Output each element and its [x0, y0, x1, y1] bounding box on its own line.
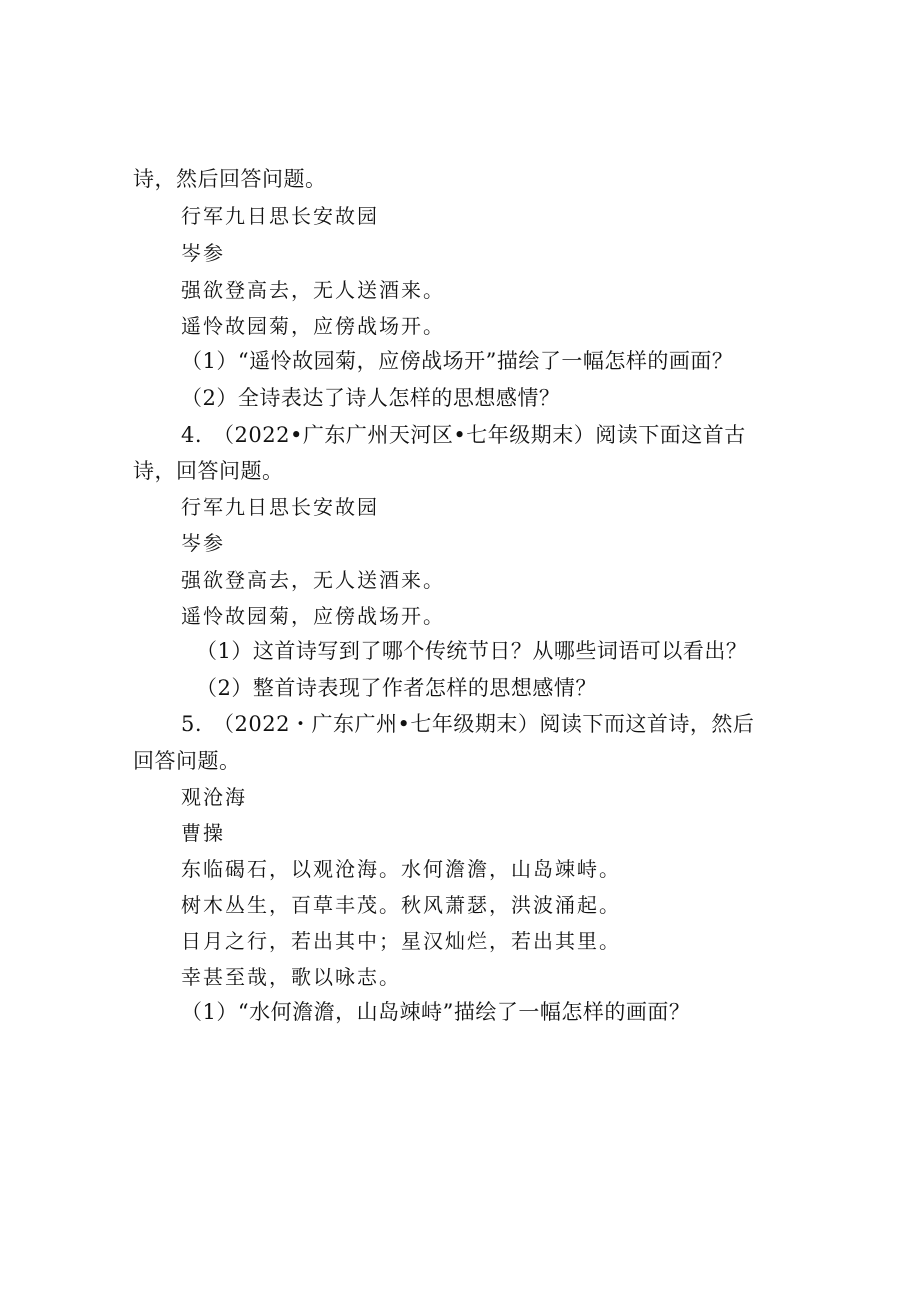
poem-line: 幸甚至哉，歌以咏志。	[181, 965, 401, 989]
question-1: （1）这首诗写到了哪个传统节日？从哪些词语可以看出？	[196, 639, 748, 663]
poem-author: 岑参	[181, 531, 225, 555]
poem-line: 日月之行，若出其中；星汉灿烂，若出其里。	[181, 929, 621, 953]
poem-author: 岑参	[181, 241, 225, 265]
poem-author: 曹操	[181, 821, 225, 845]
question-header-continued: 回答问题。	[133, 749, 241, 773]
question-2: （2）全诗表达了诗人怎样的思想感情？	[181, 386, 561, 410]
poem-line: 强欲登高去，无人送酒来。	[181, 278, 445, 302]
question-1: （1）“遥怜故园菊，应傍战场开”描绘了一幅怎样的画面？	[181, 349, 734, 373]
question-header: 4. （2022•广东广州天河区•七年级期末）阅读下面这首古	[181, 423, 746, 447]
poem-line: 东临碣石，以观沧海。水何澹澹，山岛竦峙。	[181, 857, 621, 881]
poem-title: 行军九日思长安故园	[181, 204, 379, 228]
poem-title: 观沧海	[181, 785, 247, 809]
question-header-continued: 诗，回答问题。	[133, 459, 284, 483]
intro-tail-text: 诗，然后回答问题。	[133, 167, 327, 191]
poem-line: 遥怜故园菊，应傍战场开。	[181, 604, 445, 628]
question-header: 5. （2022・广东广州•七年级期末）阅读下而这首诗，然后	[181, 712, 755, 736]
poem-line: 强欲登高去，无人送酒来。	[181, 568, 445, 592]
question-2: （2）整首诗表现了作者怎样的思想感情？	[196, 676, 597, 700]
question-1: （1）“水何澹澹，山岛竦峙”描绘了一幅怎样的画面？	[181, 1000, 691, 1024]
poem-line: 遥怜故园菊，应傍战场开。	[181, 314, 445, 338]
poem-title: 行军九日思长安故园	[181, 495, 379, 519]
poem-line: 树木丛生，百草丰茂。秋风萧瑟，洪波涌起。	[181, 893, 621, 917]
